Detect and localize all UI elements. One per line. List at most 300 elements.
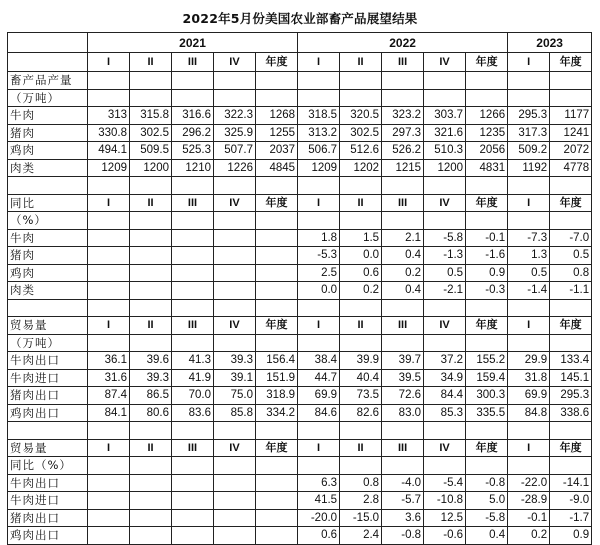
- data-cell: [130, 229, 172, 247]
- column-header: II: [130, 194, 172, 212]
- table-row: [8, 492, 592, 510]
- data-cell: [88, 282, 130, 300]
- data-cell: 133.4: [550, 352, 592, 370]
- data-cell: [130, 264, 172, 282]
- data-cell: [214, 247, 256, 265]
- data-cell: 0.9: [550, 527, 592, 545]
- table-row: [8, 107, 592, 125]
- empty-cell: [424, 177, 466, 195]
- data-cell: 41.9: [172, 369, 214, 387]
- empty-cell: [214, 422, 256, 440]
- empty-cell: [130, 177, 172, 195]
- column-header: I: [88, 317, 130, 335]
- data-cell: [130, 474, 172, 492]
- column-header: [298, 72, 340, 90]
- column-header: I: [508, 194, 550, 212]
- column-header: I: [508, 53, 550, 72]
- data-cell: 2.5: [298, 264, 340, 282]
- data-cell: 335.5: [466, 404, 508, 422]
- data-cell: 0.6: [298, 527, 340, 545]
- empty-cell: [172, 299, 214, 317]
- data-cell: [256, 509, 298, 527]
- data-cell: [256, 229, 298, 247]
- section-title: 畜产品产量: [8, 72, 88, 90]
- data-cell: 1.8: [298, 229, 340, 247]
- data-cell: 84.1: [88, 404, 130, 422]
- data-cell: 2056: [466, 142, 508, 160]
- empty-cell: [550, 334, 592, 352]
- data-cell: [172, 474, 214, 492]
- data-cell: [214, 527, 256, 545]
- data-cell: 1209: [298, 159, 340, 177]
- data-cell: -0.3: [466, 282, 508, 300]
- data-cell: 86.5: [130, 387, 172, 405]
- empty-cell: [382, 89, 424, 107]
- table-row: [8, 404, 592, 422]
- row-label: 猪肉出口: [8, 509, 88, 527]
- data-cell: [256, 282, 298, 300]
- data-cell: 507.7: [214, 142, 256, 160]
- spacer-row: [8, 422, 592, 440]
- data-cell: 6.3: [298, 474, 340, 492]
- empty-cell: [130, 334, 172, 352]
- data-cell: 155.2: [466, 352, 508, 370]
- empty-cell: [424, 212, 466, 230]
- data-cell: 0.0: [340, 247, 382, 265]
- data-cell: [256, 264, 298, 282]
- data-cell: [88, 247, 130, 265]
- data-cell: [214, 229, 256, 247]
- empty-cell: [424, 89, 466, 107]
- data-cell: [88, 527, 130, 545]
- row-label: 猪肉: [8, 247, 88, 265]
- column-header: [382, 72, 424, 90]
- data-cell: 1235: [466, 124, 508, 142]
- empty-cell: [508, 89, 550, 107]
- empty-cell: [382, 299, 424, 317]
- data-cell: -22.0: [508, 474, 550, 492]
- data-cell: 41.5: [298, 492, 340, 510]
- data-cell: -0.6: [424, 527, 466, 545]
- empty-cell: [298, 422, 340, 440]
- column-header: III: [382, 439, 424, 457]
- column-header: 年度: [466, 439, 508, 457]
- empty-cell: [424, 422, 466, 440]
- column-header: II: [130, 317, 172, 335]
- empty-cell: [256, 89, 298, 107]
- empty-cell: [550, 457, 592, 475]
- row-label: 牛肉出口: [8, 352, 88, 370]
- data-cell: 317.3: [508, 124, 550, 142]
- empty-cell: [88, 299, 130, 317]
- section-unit: （万吨）: [8, 334, 88, 352]
- empty-cell: [130, 212, 172, 230]
- data-cell: -2.1: [424, 282, 466, 300]
- data-cell: 12.5: [424, 509, 466, 527]
- data-cell: 0.8: [340, 474, 382, 492]
- section-header-row: [8, 194, 592, 212]
- data-cell: -14.1: [550, 474, 592, 492]
- section-unit: （万吨）: [8, 89, 88, 107]
- data-cell: 1268: [256, 107, 298, 125]
- data-cell: 73.5: [340, 387, 382, 405]
- data-cell: -5.8: [424, 229, 466, 247]
- data-cell: -1.1: [550, 282, 592, 300]
- livestock-outlook-table: [7, 32, 592, 545]
- data-cell: 1215: [382, 159, 424, 177]
- column-header: III: [382, 53, 424, 72]
- data-cell: 44.7: [298, 369, 340, 387]
- data-cell: 75.0: [214, 387, 256, 405]
- data-cell: -0.1: [508, 509, 550, 527]
- data-cell: [130, 509, 172, 527]
- data-cell: 510.3: [424, 142, 466, 160]
- column-header: 年度: [550, 53, 592, 72]
- data-cell: 70.0: [172, 387, 214, 405]
- spacer-row: [8, 299, 592, 317]
- empty-cell: [340, 212, 382, 230]
- data-cell: 31.6: [88, 369, 130, 387]
- data-cell: 4831: [466, 159, 508, 177]
- table-row: [8, 352, 592, 370]
- data-cell: -0.8: [466, 474, 508, 492]
- data-cell: 322.3: [214, 107, 256, 125]
- column-header: 年度: [466, 194, 508, 212]
- data-cell: [214, 492, 256, 510]
- column-header: IV: [424, 53, 466, 72]
- data-cell: -4.0: [382, 474, 424, 492]
- data-cell: [256, 247, 298, 265]
- data-cell: 0.4: [382, 282, 424, 300]
- column-header: 年度: [550, 439, 592, 457]
- column-header: I: [298, 194, 340, 212]
- row-label: 肉类: [8, 282, 88, 300]
- data-cell: -0.1: [466, 229, 508, 247]
- data-cell: -5.7: [382, 492, 424, 510]
- data-cell: 1200: [424, 159, 466, 177]
- row-label: 牛肉: [8, 229, 88, 247]
- data-cell: [88, 509, 130, 527]
- data-cell: 330.8: [88, 124, 130, 142]
- empty-cell: [172, 457, 214, 475]
- data-cell: -5.3: [298, 247, 340, 265]
- data-cell: [256, 474, 298, 492]
- table-row: [8, 264, 592, 282]
- data-cell: 87.4: [88, 387, 130, 405]
- column-header: [466, 72, 508, 90]
- data-cell: -0.8: [382, 527, 424, 545]
- data-cell: -7.0: [550, 229, 592, 247]
- section-title: 同比: [8, 194, 88, 212]
- column-header: II: [340, 194, 382, 212]
- column-header: [172, 72, 214, 90]
- empty-cell: [340, 334, 382, 352]
- data-cell: 296.2: [172, 124, 214, 142]
- column-header: 年度: [466, 317, 508, 335]
- data-cell: 0.4: [466, 527, 508, 545]
- column-header: III: [172, 317, 214, 335]
- column-header: II: [130, 439, 172, 457]
- data-cell: 2.4: [340, 527, 382, 545]
- empty-cell: [466, 212, 508, 230]
- empty-cell: [8, 422, 88, 440]
- data-cell: [88, 264, 130, 282]
- table-row: [8, 229, 592, 247]
- data-cell: 85.3: [424, 404, 466, 422]
- empty-cell: [256, 177, 298, 195]
- empty-cell: [172, 212, 214, 230]
- empty-cell: [214, 212, 256, 230]
- data-cell: 0.5: [550, 247, 592, 265]
- data-cell: 0.2: [382, 264, 424, 282]
- data-cell: 145.1: [550, 369, 592, 387]
- data-cell: 0.8: [550, 264, 592, 282]
- row-label: 牛肉进口: [8, 492, 88, 510]
- empty-cell: [88, 89, 130, 107]
- data-cell: 1.5: [340, 229, 382, 247]
- data-cell: 38.4: [298, 352, 340, 370]
- empty-cell: [214, 334, 256, 352]
- data-cell: 323.2: [382, 107, 424, 125]
- data-cell: 0.4: [382, 247, 424, 265]
- data-cell: 2.1: [382, 229, 424, 247]
- column-header: I: [298, 439, 340, 457]
- data-cell: 39.7: [382, 352, 424, 370]
- data-cell: [130, 492, 172, 510]
- data-cell: 83.6: [172, 404, 214, 422]
- empty-cell: [88, 334, 130, 352]
- section-header-row: [8, 72, 592, 90]
- data-cell: 37.2: [424, 352, 466, 370]
- data-cell: [214, 282, 256, 300]
- column-header: [508, 72, 550, 90]
- row-label: 鸡肉: [8, 264, 88, 282]
- data-cell: [88, 474, 130, 492]
- data-cell: 4845: [256, 159, 298, 177]
- data-cell: 84.8: [508, 404, 550, 422]
- data-cell: 2.8: [340, 492, 382, 510]
- column-header: III: [172, 53, 214, 72]
- section-header-row: [8, 317, 592, 335]
- column-header: IV: [424, 439, 466, 457]
- empty-cell: [256, 457, 298, 475]
- empty-cell: [466, 422, 508, 440]
- data-cell: 69.9: [298, 387, 340, 405]
- empty-cell: [508, 334, 550, 352]
- empty-cell: [214, 299, 256, 317]
- empty-cell: [466, 334, 508, 352]
- table-row: [8, 282, 592, 300]
- data-cell: 34.9: [424, 369, 466, 387]
- data-cell: 320.5: [340, 107, 382, 125]
- empty-cell: [214, 457, 256, 475]
- empty-cell: [172, 89, 214, 107]
- section-title: 贸易量: [8, 317, 88, 335]
- data-cell: -1.6: [466, 247, 508, 265]
- empty-cell: [88, 212, 130, 230]
- data-cell: -10.8: [424, 492, 466, 510]
- data-cell: 39.9: [340, 352, 382, 370]
- section-unit: 同比（%）: [8, 457, 88, 475]
- data-cell: 1226: [214, 159, 256, 177]
- empty-cell: [508, 422, 550, 440]
- data-cell: [88, 492, 130, 510]
- column-header: [340, 72, 382, 90]
- data-cell: [130, 282, 172, 300]
- empty-cell: [130, 457, 172, 475]
- empty-cell: [466, 299, 508, 317]
- data-cell: 1210: [172, 159, 214, 177]
- data-cell: 0.2: [340, 282, 382, 300]
- data-cell: 5.0: [466, 492, 508, 510]
- empty-cell: [550, 89, 592, 107]
- column-header: III: [172, 194, 214, 212]
- data-cell: 334.2: [256, 404, 298, 422]
- data-cell: 1192: [508, 159, 550, 177]
- unit-row: [8, 334, 592, 352]
- data-cell: 41.3: [172, 352, 214, 370]
- data-cell: 325.9: [214, 124, 256, 142]
- data-cell: 2072: [550, 142, 592, 160]
- empty-cell: [298, 212, 340, 230]
- data-cell: 525.3: [172, 142, 214, 160]
- empty-cell: [508, 177, 550, 195]
- data-cell: 40.4: [340, 369, 382, 387]
- year-header: 2023: [508, 33, 592, 53]
- data-cell: -1.4: [508, 282, 550, 300]
- row-label: 鸡肉出口: [8, 404, 88, 422]
- corner-cell: [8, 53, 88, 72]
- data-cell: 156.4: [256, 352, 298, 370]
- year-header: 2022: [298, 33, 508, 53]
- data-cell: 526.2: [382, 142, 424, 160]
- column-header: I: [508, 317, 550, 335]
- data-cell: 295.3: [508, 107, 550, 125]
- section-unit: （%）: [8, 212, 88, 230]
- empty-cell: [340, 457, 382, 475]
- empty-cell: [424, 457, 466, 475]
- column-header: II: [340, 53, 382, 72]
- data-cell: 494.1: [88, 142, 130, 160]
- empty-cell: [256, 334, 298, 352]
- data-cell: -7.3: [508, 229, 550, 247]
- data-cell: 313.2: [298, 124, 340, 142]
- section-title: 贸易量: [8, 439, 88, 457]
- data-cell: [130, 247, 172, 265]
- column-header: 年度: [256, 439, 298, 457]
- row-label: 猪肉: [8, 124, 88, 142]
- data-cell: 3.6: [382, 509, 424, 527]
- data-cell: [214, 509, 256, 527]
- data-cell: 509.5: [130, 142, 172, 160]
- table-row: [8, 387, 592, 405]
- data-cell: 29.9: [508, 352, 550, 370]
- data-cell: [130, 527, 172, 545]
- data-cell: 509.2: [508, 142, 550, 160]
- data-cell: 83.0: [382, 404, 424, 422]
- data-cell: 512.6: [340, 142, 382, 160]
- column-header: II: [340, 317, 382, 335]
- data-cell: 31.8: [508, 369, 550, 387]
- data-cell: 300.3: [466, 387, 508, 405]
- table-row: [8, 124, 592, 142]
- empty-cell: [214, 89, 256, 107]
- data-cell: 72.6: [382, 387, 424, 405]
- data-cell: 82.6: [340, 404, 382, 422]
- column-header: I: [508, 439, 550, 457]
- empty-cell: [382, 177, 424, 195]
- table-title: 2022年5月份美国农业部畜产品展望结果: [182, 11, 418, 26]
- data-cell: 2037: [256, 142, 298, 160]
- empty-cell: [466, 457, 508, 475]
- table-body: [8, 33, 592, 545]
- column-header: III: [382, 317, 424, 335]
- empty-cell: [424, 334, 466, 352]
- data-cell: 0.6: [340, 264, 382, 282]
- section-header-row: [8, 439, 592, 457]
- column-header: II: [130, 53, 172, 72]
- empty-cell: [298, 334, 340, 352]
- table-row: [8, 142, 592, 160]
- empty-cell: [382, 334, 424, 352]
- empty-cell: [340, 422, 382, 440]
- data-cell: 1266: [466, 107, 508, 125]
- data-cell: 1177: [550, 107, 592, 125]
- column-header: 年度: [256, 194, 298, 212]
- empty-cell: [340, 177, 382, 195]
- data-cell: [172, 247, 214, 265]
- row-label: 牛肉进口: [8, 369, 88, 387]
- data-cell: 302.5: [130, 124, 172, 142]
- column-header: IV: [214, 439, 256, 457]
- empty-cell: [88, 177, 130, 195]
- row-label: 鸡肉出口: [8, 527, 88, 545]
- data-cell: 318.5: [298, 107, 340, 125]
- empty-cell: [508, 457, 550, 475]
- row-label: 鸡肉: [8, 142, 88, 160]
- data-cell: 0.0: [298, 282, 340, 300]
- empty-cell: [298, 89, 340, 107]
- empty-cell: [130, 299, 172, 317]
- column-header: [550, 72, 592, 90]
- data-cell: 302.5: [340, 124, 382, 142]
- data-cell: 69.9: [508, 387, 550, 405]
- data-cell: [172, 492, 214, 510]
- data-cell: 39.1: [214, 369, 256, 387]
- empty-cell: [130, 89, 172, 107]
- column-header: 年度: [550, 317, 592, 335]
- column-header: [88, 72, 130, 90]
- data-cell: [172, 264, 214, 282]
- data-cell: [256, 527, 298, 545]
- data-cell: 295.3: [550, 387, 592, 405]
- empty-cell: [130, 422, 172, 440]
- data-cell: -1.3: [424, 247, 466, 265]
- table-row: [8, 369, 592, 387]
- row-label: 牛肉出口: [8, 474, 88, 492]
- data-cell: -5.8: [466, 509, 508, 527]
- column-header: [214, 72, 256, 90]
- spacer-row: [8, 177, 592, 195]
- empty-cell: [172, 422, 214, 440]
- empty-cell: [298, 299, 340, 317]
- data-cell: [172, 229, 214, 247]
- column-header: 年度: [466, 53, 508, 72]
- empty-cell: [508, 299, 550, 317]
- column-header: 年度: [256, 53, 298, 72]
- column-header: [130, 72, 172, 90]
- row-label: 猪肉出口: [8, 387, 88, 405]
